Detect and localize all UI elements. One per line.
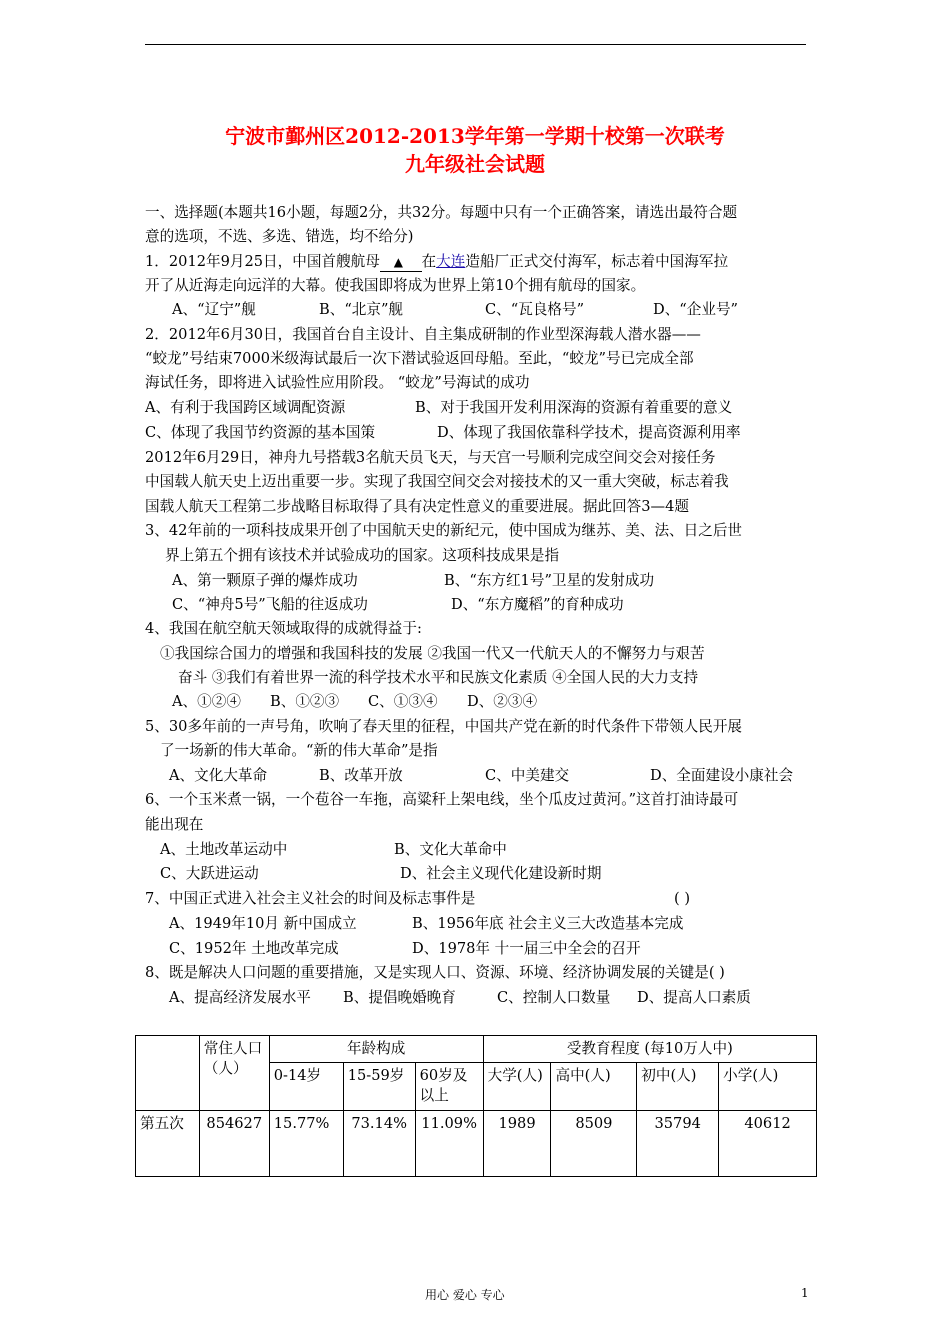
header-age-15-59: 15-59岁 [343, 1063, 415, 1111]
q1-option-d: D、“企业号” [653, 301, 738, 318]
cell-population: 854627 [199, 1111, 269, 1177]
question-1-line2: 开了从近海走向远洋的大幕。使我国即将成为世界上第10个拥有航母的国家。 [145, 277, 646, 294]
table-corner-cell [136, 1036, 200, 1111]
cell-age-60-plus: 11.09% [415, 1111, 483, 1177]
question-5-line2: 了一场新的伟大革命。“新的伟大革命”是指 [160, 742, 438, 759]
q4-option-a: A、①②④ [172, 693, 241, 710]
q3-option-c: C、“神舟5号”飞船的往返成功 [172, 596, 368, 613]
question-3-line1: 3、42年前的一项科技成果开创了中国航天史的新纪元，使中国成为继苏、美、法、日之后世 [145, 522, 743, 539]
question-2-line1: 2．2012年6月30日，我国首台自主设计、自主集成研制的作业型深海载人潜水器—— [145, 326, 701, 343]
section-instructions-line1: 一、选择题(本题共16小题，每题2分，共32分。每题中只有一个正确答案，请选出最符合题 [145, 204, 738, 221]
q1-option-a: A、“辽宁”舰 [172, 301, 256, 318]
q6-option-c: C、大跃进运动 [160, 865, 259, 882]
q7-option-a: A、1949年10月 新中国成立 [169, 915, 357, 932]
header-age-60-plus: 60岁及以上 [415, 1063, 483, 1111]
q8-option-d: D、提高人口素质 [637, 989, 751, 1006]
triangle-marker-icon: ▲ [393, 255, 403, 269]
question-2-line2: “蛟龙”号结束7000米级海试最后一次下潜试验返回母船。至此，“蛟龙”号已完成全部 [145, 350, 694, 367]
q4-option-d: D、②③④ [467, 693, 538, 710]
header-age-structure: 年龄构成 [269, 1036, 483, 1063]
q5-option-c: C、中美建交 [485, 767, 570, 784]
question-1-text-post: 造船厂正式交付海军，标志着中国海军拉 [465, 253, 729, 270]
table-row [136, 1111, 817, 1177]
q2-option-a: A、有利于我国跨区域调配资源 [145, 399, 346, 416]
header-population: 常住人口（人） [199, 1036, 269, 1111]
table-header-row [136, 1036, 817, 1063]
question-7-line1: 7、中国正式进入社会主义社会的时间及标志事件是 [145, 890, 476, 907]
q8-option-a: A、提高经济发展水平 [169, 989, 311, 1006]
q5-option-a: A、文化大革命 [169, 767, 268, 784]
question-8-line1: 8、既是解决人口问题的重要措施，又是实现人口、资源、环境、经济协调发展的关键是( ) [145, 964, 725, 981]
q3-option-a: A、第一颗原子弹的爆炸成功 [172, 572, 358, 589]
q8-option-c: C、控制人口数量 [497, 989, 611, 1006]
cell-primary-school: 40612 [719, 1111, 817, 1177]
header-age-0-14: 0-14岁 [269, 1063, 343, 1111]
exam-title: 宁波市鄞州区2012-2013学年第一学期十校第一次联考 [225, 124, 725, 148]
header-primary-school: 小学(人) [719, 1063, 817, 1111]
cell-university: 1989 [483, 1111, 551, 1177]
header-rule [145, 44, 806, 45]
question-7-answer-paren: ( ) [674, 890, 691, 907]
q6-option-a: A、土地改革运动中 [160, 841, 288, 858]
header-education: 受教育程度 (每10万人中) [483, 1036, 816, 1063]
question-1-text-pre: 1．2012年9月25日，中国首艘航母 [145, 253, 380, 270]
cell-age-15-59: 73.14% [343, 1111, 415, 1177]
cell-high-school: 8509 [551, 1111, 637, 1177]
question-4-line2: ①我国综合国力的增强和我国科技的发展 ②我国一代又一代航天人的不懈努力与艰苦 [160, 645, 705, 662]
q3-option-b: B、“东方红1号”卫星的发射成功 [444, 572, 655, 589]
header-university: 大学(人) [483, 1063, 551, 1111]
q2-option-c: C、体现了我国节约资源的基本国策 [145, 424, 376, 441]
passage-line3: 国载人航天工程第二步战略目标取得了具有决定性意义的重要进展。据此回答3—4题 [145, 498, 689, 515]
q7-option-c: C、1952年 土地改革完成 [169, 940, 339, 957]
passage-line2: 中国载人航天史上迈出重要一步。实现了我国空间交会对接技术的又一重大突破，标志着我 [145, 473, 729, 490]
q6-option-b: B、文化大革命中 [394, 841, 507, 858]
question-6-line2: 能出现在 [145, 816, 204, 833]
q2-option-b: B、对于我国开发利用深海的资源有着重要的意义 [415, 399, 733, 416]
q6-option-d: D、社会主义现代化建设新时期 [400, 865, 602, 882]
question-1-text-mid: 在 [421, 253, 437, 270]
q4-option-b: B、①②③ [270, 693, 340, 710]
q8-option-b: B、提倡晚婚晚育 [343, 989, 456, 1006]
q1-option-c: C、“瓦良格号” [485, 301, 585, 318]
header-middle-school: 初中(人) [637, 1063, 719, 1111]
exam-subtitle: 九年级社会试题 [405, 152, 545, 176]
q5-option-d: D、全面建设小康社会 [650, 767, 794, 784]
page-number: 1 [801, 1286, 809, 1300]
question-4-line1: 4、我国在航空航天领域取得的成就得益于: [145, 620, 422, 637]
q7-option-b: B、1956年底 社会主义三大改造基本完成 [412, 915, 684, 932]
row-label: 第五次 [136, 1111, 200, 1177]
cell-age-0-14: 15.77% [269, 1111, 343, 1177]
header-high-school: 高中(人) [551, 1063, 637, 1111]
q2-option-d: D、体现了我国依靠科学技术，提高资源利用率 [437, 424, 741, 441]
question-2-line3: 海试任务，即将进入试验性应用阶段。 “蛟龙”号海试的成功 [145, 374, 530, 391]
answer-blank [380, 253, 422, 272]
q7-option-d: D、1978年 十一届三中全会的召开 [412, 940, 641, 957]
q1-option-b: B、“北京”舰 [319, 301, 404, 318]
question-6-line1: 6、一个玉米煮一锅，一个苞谷一车拖，高粱秆上架电线，坐个瓜皮过黄河。”这首打油诗最可 [145, 791, 739, 808]
question-4-line3: 奋斗 ③我们有着世界一流的科学技术水平和民族文化素质 ④全国人民的大力支持 [178, 669, 699, 686]
census-table [135, 1035, 817, 1177]
dalian-link[interactable]: 大连 [436, 253, 466, 270]
section-instructions-line2: 意的选项，不选、多选、错选，均不给分) [145, 228, 414, 245]
cell-middle-school: 35794 [637, 1111, 719, 1177]
question-3-line2: 界上第五个拥有该技术并试验成功的国家。这项科技成果是指 [165, 547, 560, 564]
footer-motto: 用心 爱心 专心 [425, 1288, 505, 1302]
q4-option-c: C、①③④ [368, 693, 438, 710]
q3-option-d: D、“东方魔稻”的育种成功 [451, 596, 624, 613]
question-5-line1: 5、30多年前的一声号角，吹响了春天里的征程，中国共产党在新的时代条件下带领人民开展 [145, 718, 743, 735]
q5-option-b: B、改革开放 [319, 767, 403, 784]
question-1 [145, 253, 728, 272]
passage-line1: 2012年6月29日，神舟九号搭载3名航天员飞天，与天宫一号顺利完成空间交会对接任务 [145, 449, 716, 466]
